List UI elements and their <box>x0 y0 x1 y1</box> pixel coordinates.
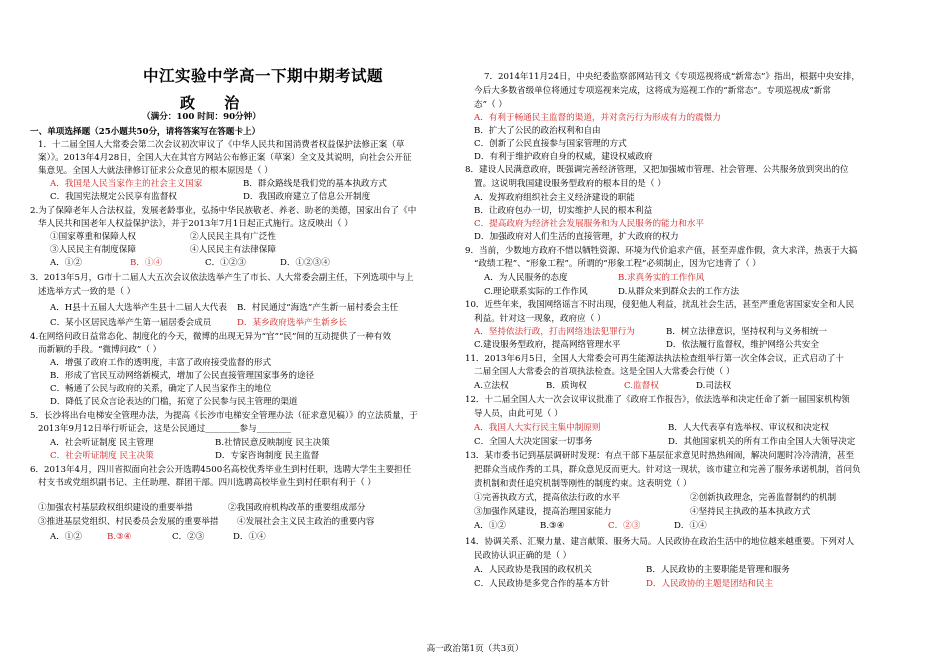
q7-option-c: C．创新了公民直接参与国家管理的方式 <box>474 139 627 149</box>
q2-item-3: ③人民民主有制度保障 <box>50 245 136 255</box>
q4-option-a: A．增强了政府工作的透明度，丰富了政府接受监督的形式 <box>50 358 272 368</box>
q14-option-c: C．人民政协是多党合作的基本方针 <box>474 579 610 589</box>
q12-option-d: D．其他国家机关的所有工作由全国人大领导决定 <box>668 437 856 447</box>
q13-stem-line-3: 责机制和责任追究机制等刚性的制度约束。这表明党（ ） <box>474 479 692 489</box>
q4-option-b: B．形成了官民互动网络新模式，增加了公民直接管理国家事务的途径 <box>50 371 315 381</box>
page-footer: 高一政治第1页（共3页） <box>426 644 524 654</box>
q3-option-c: C．某小区居民选举产生第一届居委会成员 <box>50 318 212 328</box>
q2-item-2: ②人民民主具有广泛性 <box>190 232 276 242</box>
q6-stem-line-1: 6．2013年4月，四川省拟面向社会公开选聘4500名高校优秀毕业生到村任职，选聘大学生主要担任 <box>30 465 412 475</box>
q8-stem-line-1: 8．建设人民满意政府，既强调完善经济管理，又把加强城市管理、社会管理、公共服务放到突出的位 <box>465 165 849 175</box>
q8-option-b: B．让政府包办一切，切实维护人民的根本利益 <box>474 206 653 216</box>
q2-item-1: ①国家尊重和保障人权 <box>50 232 136 242</box>
q10-stem-line-1: 10．近些年来，我国网络谣言不时出现，侵犯他人利益，扰乱社会生活，甚至严重危害国家安全和人民 <box>465 300 855 310</box>
q13-item-4: ④坚持民主执政的基本执政方式 <box>690 507 811 517</box>
q2-option-a: A．①② <box>50 258 82 268</box>
q9-stem-line-2: “政绩工程”、“形象工程”。所谓的“形象工程”必须制止，因为它违背了（ ） <box>474 259 761 269</box>
q10-option-b: B．树立法律意识，坚持权利与义务相统一 <box>666 327 828 337</box>
q11-option-d: D.司法权 <box>696 381 732 391</box>
q1-option-a: A．我国是人民当家作主的社会主义国家 <box>50 179 203 189</box>
q2-stem-line-2: 华人民共和国老年人权益保护法》，并于2013年7月1日起正式施行。这反映出（ ） <box>38 219 353 229</box>
q7-stem-line-2: 今后大多数省级单位将通过专项巡视来完成，这将成为巡视工作的“新常态”。专项巡视成“新常 <box>474 86 831 96</box>
q6-option-d: D．①④ <box>233 532 266 542</box>
q6-stem-line-2: 村支书或党组织副书记、主任助理、群团干部。四川选聘高校毕业生到村任职有利于（ ） <box>38 478 376 488</box>
q5-option-c: C．社会听证制度 民主决策 <box>50 451 154 461</box>
q6-item-1: ①加强农村基层政权组织建设的重要举措 <box>38 503 193 513</box>
q9-stem-line-1: 9．当前，少数地方政府不惜以牺牲资源、环境为代价追求产值，甚至弄虚作假，贪大求洋，热衷于大搞 <box>465 246 858 256</box>
q12-option-b: B．人大代表享有选举权、审议权和决定权 <box>668 423 830 433</box>
q14-option-d: D．人民政协的主题是团结和民主 <box>646 579 774 589</box>
q4-option-c: C．畅通了公民与政府的关系，确定了人民当家作主的地位 <box>50 384 272 394</box>
q6-item-3: ③推进基层党组织、村民委员会发展的重要举措 <box>38 517 219 527</box>
q11-option-b: B．质询权 <box>546 381 587 391</box>
q14-stem-line-1: 14．协调关系、汇聚力量、建言献策、服务大局。人民政协在政治生活中的地位越来越重要。下列对人 <box>465 537 855 547</box>
q4-stem-line-1: 4.在网络问政日益常态化、制度化的今天，微博的出现无异为“官”“民”间的互动提供了一种有效 <box>30 332 391 342</box>
q8-option-a: A．发挥政府组织社会主义经济建设的职能 <box>474 193 635 203</box>
q6-option-c: C．②③ <box>172 532 205 542</box>
q8-option-d: D．加强政府对人们生活的直接管理，扩大政府的权力 <box>474 232 679 242</box>
q6-item-4: ④发展社会主义民主政治的重要内容 <box>237 517 375 527</box>
q5-stem-line-1: 5．长沙将出台电梯安全管理办法，为提高《长沙市电梯安全管理办法（征求意见稿）》的立法质量，于 <box>30 411 418 421</box>
q13-stem-line-1: 13．某市委书记到基层调研时发现：有点干部下基层征求意见时热热闹闹，解决问题时冷冷清清，甚至 <box>465 451 855 461</box>
q12-stem-line-1: 12．十二届全国人大一次会议审议批准了《政府工作报告》，依法选举和决定任命了新一届国家机构领 <box>465 395 850 405</box>
subject-title: 政 治 <box>180 94 252 112</box>
q11-option-c: C.监督权 <box>624 381 659 391</box>
q11-option-a: A.立法权 <box>474 381 509 391</box>
section-heading: 一、单项选择题（25小题共50分，请将答案写在答题卡上） <box>30 127 261 137</box>
q13-item-3: ③加强作风建设，提高治理国家能力 <box>474 507 612 517</box>
q10-option-a: A．坚持依法行政，打击网络违法犯罪行为 <box>474 327 635 337</box>
q1-stem-line-1: 1．十二届全国人大常委会第二次会议初次审议了《中华人民共和国消费者权益保护法修正案（草 <box>38 140 405 150</box>
q7-option-d: D．有利于维护政府自身的权威，建设权威政府 <box>474 152 653 162</box>
q13-item-2: ②创新执政理念，完善监督制约的机制 <box>690 493 837 503</box>
q8-option-c: C．提高政府为经济社会发展服务和为人民服务的能力和水平 <box>474 219 705 229</box>
q13-option-d: D．①④ <box>674 521 707 531</box>
score-info: （满分：100 时间：90分钟） <box>142 112 261 122</box>
exam-title: 中江实验中学高一下期中期考试题 <box>143 66 384 85</box>
q1-stem-line-3: 集意见。全国人大就法律修订征求公众意见的根本原因是（ ） <box>38 166 273 176</box>
q3-option-b: B．村民通过“海选”产生新一届村委会主任 <box>237 303 399 313</box>
q5-option-a: A．社会听证制度 民主管理 <box>50 438 154 448</box>
q14-option-b: B．人民政协的主要职能是管理和服务 <box>646 565 790 575</box>
q11-stem-line-1: 11．2013年6月5日，全国人大常委会可再生能源法执法检查组举行第一次全体会议，正式启动了十 <box>465 354 844 364</box>
q3-option-a: A．H县十五届人大选举产生县十二届人大代表 <box>50 303 227 313</box>
q10-stem-line-2: 利益。针对这一现象，政府应（ ） <box>474 314 606 324</box>
q11-stem-line-2: 二届全国人大常委会的首项执法检查。这是全国人大常委会行使（ ） <box>474 367 735 377</box>
q14-stem-line-2: 民政协认识正确的是（ ） <box>474 551 572 561</box>
q1-option-b: B．群众路线是我们党的基本执政方式 <box>243 179 387 189</box>
q9-option-a: A．为人民服务的态度 <box>484 273 568 283</box>
q7-stem-line-3: 态”（ ） <box>474 100 507 110</box>
q13-option-b: B.③④ <box>540 521 565 531</box>
q14-option-a: A．人民政协是我国的政权机关 <box>474 565 592 575</box>
q13-stem-line-2: 把群众当成作秀的工具，群众意见反而更大。针对这一现状，该市建立和完善了服务承诺机制，首问负 <box>474 465 861 475</box>
q13-option-a: A．①② <box>474 521 506 531</box>
q9-option-b: B.求真务实的工作作风 <box>618 273 705 283</box>
q6-item-2: ②我国政府机构改革的重要组成部分 <box>228 503 366 513</box>
q2-option-b: B．①④ <box>130 258 163 268</box>
q12-option-a: A．我国人大实行民主集中制原则 <box>474 423 601 433</box>
q3-option-d: D．某乡政府选举产生新乡长 <box>237 318 348 328</box>
q2-item-4: ④人民民主有法律保障 <box>190 245 276 255</box>
q2-option-c: C．①②③ <box>205 258 246 268</box>
q5-option-b: B.社情民意反映制度 民主决策 <box>215 438 330 448</box>
q10-option-d: D．依法履行监督权，维护网络公共安全 <box>666 340 819 350</box>
q1-option-d: D．我国政府建立了信息公开制度 <box>243 192 371 202</box>
q9-option-d: D.从群众来到群众去的工作方法 <box>618 287 740 297</box>
q5-option-d: D．专家咨询制度 民主监督 <box>215 451 320 461</box>
q7-option-a: A．有利于畅通民主监督的渠道，并对贪污行为形成有力的震慑力 <box>474 113 721 123</box>
q13-item-1: ①完善执政方式，提高依法行政的水平 <box>474 493 621 503</box>
q3-stem-line-2: 述选举方式一致的是（ ） <box>38 287 136 297</box>
q8-stem-line-2: 置。这说明我国建设服务型政府的根本目的是（ ） <box>474 179 666 189</box>
q9-option-c: C.理论联系实际的工作作风 <box>484 287 588 297</box>
q4-option-d: D．降低了民众言论表达的门槛，拓宽了公民参与民主管理的渠道 <box>50 397 298 407</box>
q12-stem-line-2: 导人员，由此可见（ ） <box>474 409 563 419</box>
q10-option-c: C.建设服务型政府，提高网络管理水平 <box>474 340 621 350</box>
q7-stem-line-1: 7．2014年11月24日，中央纪委监察部网站刊文《专项巡视将成“新常态”》指出，根据中央安排， <box>484 72 860 82</box>
q13-option-c: C．②③ <box>608 521 641 531</box>
q3-stem-line-1: 3．2013年5月，G市十二届人大五次会议依法选举产生了市长、人大常委会副主任，下列选项中与上 <box>30 273 414 283</box>
q12-option-c: C．全国人大决定国家一切事务 <box>474 437 593 447</box>
q2-option-d: D．①②③④ <box>280 258 330 268</box>
q4-stem-line-2: 而新颖的手段。“微博问政”（ ） <box>38 345 162 355</box>
q1-stem-line-2: 案）》。2013年4月28日，全国人大在其官方网站公布修正案（草案）全文及其说明，向社会公开征 <box>38 153 412 163</box>
q1-option-c: C．我国宪法规定公民享有监督权 <box>50 192 177 202</box>
q6-option-a: A．①② <box>50 532 82 542</box>
q6-option-b: B.③④ <box>107 532 132 542</box>
q7-option-b: B．扩大了公民的政治权利和自由 <box>474 126 601 136</box>
q2-stem-line-1: 2.为了保障老年人合法权益，发展老龄事业，弘扬中华民族敬老、养老、助老的美德，国家出台了《中 <box>30 206 417 216</box>
q5-stem-line-2: 2013年9月12日举行听证会，这是公民通过________参与________ <box>38 424 292 434</box>
